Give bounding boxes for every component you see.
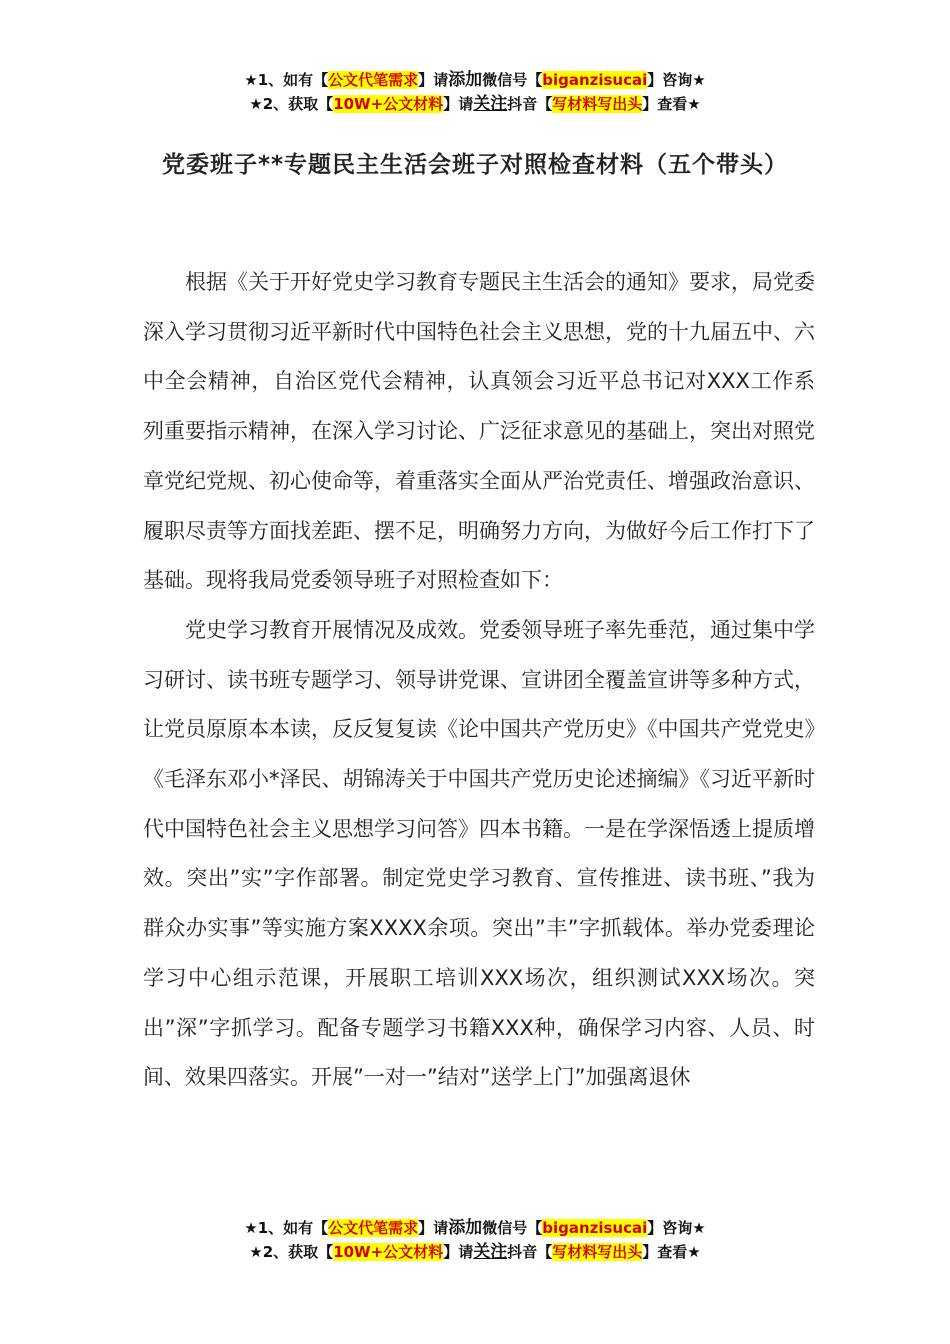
ad-text: 】请 <box>418 71 449 89</box>
ad-highlight: 写材料写出头 <box>552 1243 643 1261</box>
ad-text: 抖音【 <box>507 1243 553 1261</box>
document-body <box>143 258 815 1103</box>
ad-highlight: biganzisucai <box>542 1219 648 1237</box>
paragraph-study-progress: 党史学习教育开展情况及成效。党委领导班子率先垂范，通过集中学习研讨、读书班专题学习、领导讲党课、宣讲团全覆盖宣讲等多种方式，让党员原原本本读，反反复复读《论中国共产党历史》《中国共产党党史》《毛泽东邓小*泽民、胡锦涛关于中国共产党历史论述摘编》《习近平新时代中国特色社会主义思想学习问答》四本书籍。一是在学深悟透上提质增效。突出”实”字作部署。制定党史学习教育、宣传推进、读书班、”我为群众办实事”等实施方案XXXX余项。突出”丰”字抓载体。举办党委理论学习中心组示范课，开展职工培训XXX场次，组织测试XXX场次。突出”深”字抓学习。配备专题学习书籍XXX种，确保学习内容、人员、时间、效果四落实。开展”一对一”结对”送学上门”加强离退休 <box>143 617 815 1090</box>
ad-emphasis: 添加 <box>448 70 483 90</box>
ad-line-2 <box>0 92 950 116</box>
ad-text: 微信号【 <box>482 71 543 89</box>
ad-text: 】查看★ <box>642 95 701 113</box>
ad-text: ★1、如有【 <box>244 71 329 89</box>
ad-highlight: 公文代笔需求 <box>328 71 419 89</box>
ad-text: 微信号【 <box>482 1219 543 1237</box>
ad-text: 】请 <box>443 95 474 113</box>
ad-emphasis: 关注 <box>473 1242 508 1262</box>
ad-emphasis: 关注 <box>473 94 508 114</box>
ad-text: 抖音【 <box>507 95 553 113</box>
document-title: 党委班子**专题民主生活会班子对照检查材料（五个带头） <box>161 152 789 178</box>
ad-highlight: 公文代笔需求 <box>328 1219 419 1237</box>
ad-text: 】查看★ <box>642 1243 701 1261</box>
ad-highlight: biganzisucai <box>542 71 648 89</box>
ad-line-2 <box>0 1240 950 1264</box>
ad-emphasis: 添加 <box>448 1218 483 1238</box>
ad-line-1 <box>0 1216 950 1240</box>
ad-text: 】请 <box>418 1219 449 1237</box>
ad-text: ★1、如有【 <box>244 1219 329 1237</box>
ad-highlight: 10W+公文材料 <box>333 95 444 113</box>
ad-text: 】咨询★ <box>647 1219 706 1237</box>
ad-text: 】咨询★ <box>647 71 706 89</box>
ad-text: 】请 <box>443 1243 474 1261</box>
ad-text: ★2、获取【 <box>249 1243 334 1261</box>
ad-line-1 <box>0 68 950 92</box>
paragraph-intro: 根据《关于开好党史学习教育专题民主生活会的通知》要求，局党委深入学习贯彻习近平新时代中国特色社会主义思想，党的十九届五中、六中全会精神，自治区党代会精神，认真领会习近平总书记对XXX工作系列重要指示精神，在深入学习讨论、广泛征求意见的基础上，突出对照党章党纪党规、初心使命等，着重落实全面从严治党责任、增强政治意识、履职尽责等方面找差距、摆不足，明确努力方向，为做好今后工作打下了基础。现将我局党委领导班子对照检查如下： <box>143 270 815 593</box>
bottom-ad-banner <box>0 1216 950 1264</box>
ad-text: ★2、获取【 <box>249 95 334 113</box>
ad-highlight: 写材料写出头 <box>552 95 643 113</box>
ad-highlight: 10W+公文材料 <box>333 1243 444 1261</box>
top-ad-banner <box>0 68 950 116</box>
